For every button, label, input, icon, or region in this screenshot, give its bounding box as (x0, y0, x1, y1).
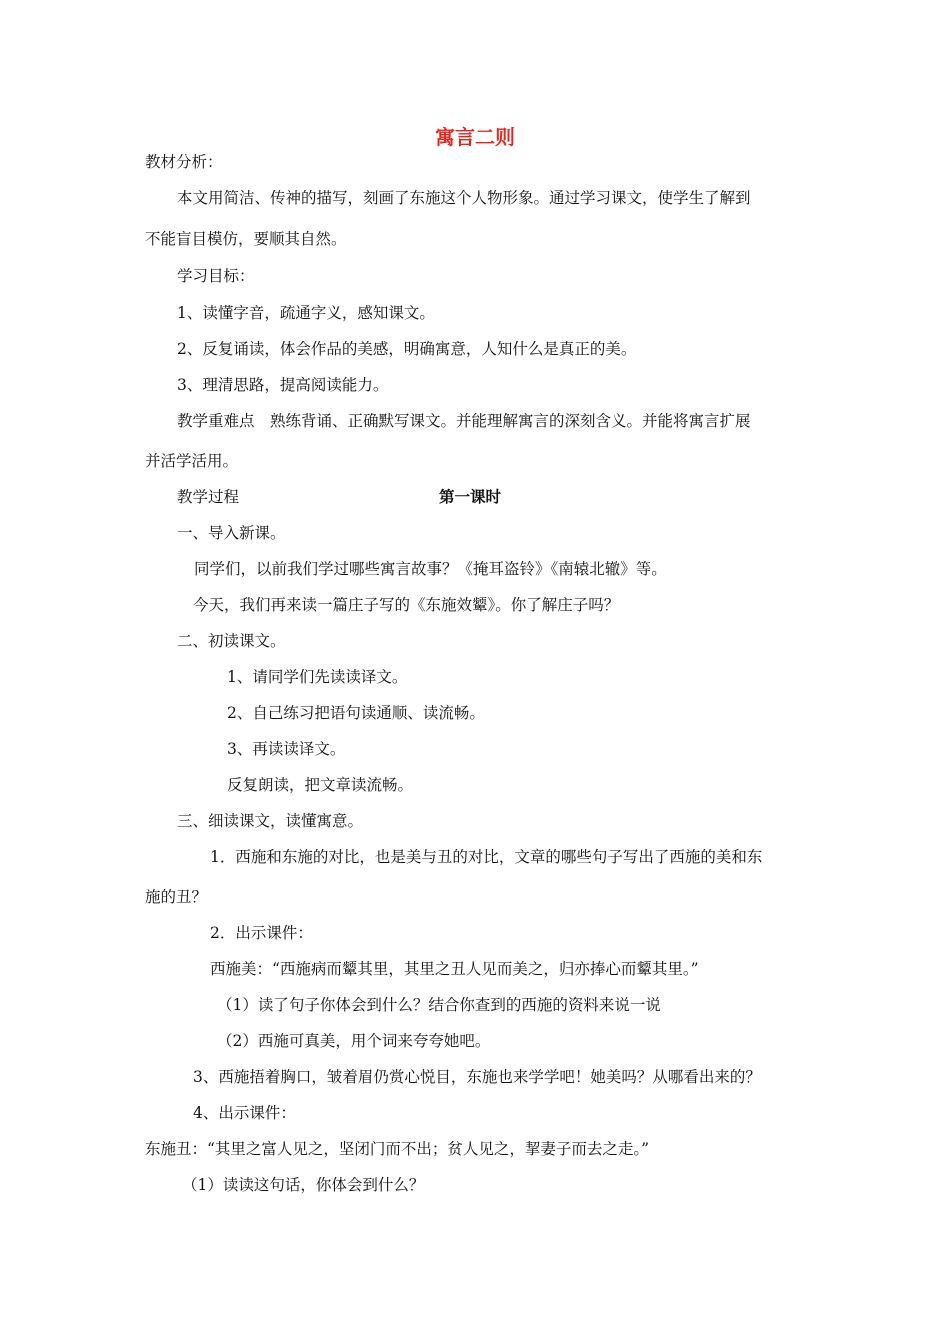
question-item: （2）西施可真美，用个词来夸夸她吧。 (217, 1032, 491, 1050)
step-item: 4、出示课件： (193, 1104, 296, 1122)
goal-item: 2、反复诵读，体会作品的美感，明确寓意，人知什么是真正的美。 (177, 340, 637, 358)
paragraph-line: 反复朗读，把文章读流畅。 (227, 776, 414, 794)
paragraph-line: 本文用简洁、传神的描写，刻画了东施这个人物形象。通过学习课文，使学生了解到 (177, 189, 751, 207)
paragraph-line: 同学们，以前我们学过哪些寓言故事？《掩耳盗铃》《南辕北辙》等。 (194, 560, 667, 578)
step-item: 3、再读读译文。 (227, 740, 346, 758)
paragraph-line: 不能盲目模仿，要顺其自然。 (145, 230, 347, 248)
document-title: 寓言二则 (435, 125, 515, 149)
paragraph-line: 并活学活用。 (145, 452, 239, 470)
step-item: 2、自己练习把语句读通顺、读流畅。 (227, 704, 485, 722)
paragraph-line: 施的丑？ (145, 888, 208, 906)
step-heading: 三、细读课文，读懂寓意。 (177, 812, 364, 830)
lesson-period-heading: 第一课时 (439, 488, 502, 506)
section-heading-learning-goals: 学习目标： (177, 267, 255, 285)
step-item: 1、请同学们先读读译文。 (227, 668, 408, 686)
quote-line: 东施丑：“其里之富人见之，坚闭门而不出；贫人见之，挈妻子而去之走。” (145, 1140, 650, 1158)
quote-line: 西施美：“西施病而颦其里，其里之丑人见而美之，归亦捧心而颦其里。” (210, 960, 699, 978)
paragraph-line: 今天，我们再来读一篇庄子写的《东施效颦》。你了解庄子吗？ (193, 596, 620, 614)
question-item: （1）读了句子你体会到什么？结合你查到的西施的资料来说一说 (217, 996, 661, 1014)
step-heading: 二、初读课文。 (177, 632, 286, 650)
goal-item: 3、理清思路，提高阅读能力。 (177, 376, 389, 394)
paragraph-line: 1．西施和东施的对比，也是美与丑的对比，文章的哪些句子写出了西施的美和东 (210, 848, 763, 866)
question-item: （1）读读这句话，你体会到什么？ (182, 1176, 425, 1194)
step-item: 2．出示课件： (210, 924, 313, 942)
step-item: 3、西施捂着胸口，皱着眉仍赏心悦目，东施也来学学吧！她美吗？从哪看出来的？ (193, 1068, 761, 1086)
step-heading: 一、导入新课。 (177, 524, 286, 542)
section-heading-teaching-process: 教学过程 (177, 488, 240, 506)
section-heading-material-analysis: 教材分析： (145, 153, 223, 171)
paragraph-line: 教学重难点 熟练背诵、正确默写课文。并能理解寓言的深刻含义。并能将寓言扩展 (177, 412, 751, 430)
goal-item: 1、读懂字音，疏通字义，感知课文。 (177, 304, 435, 322)
